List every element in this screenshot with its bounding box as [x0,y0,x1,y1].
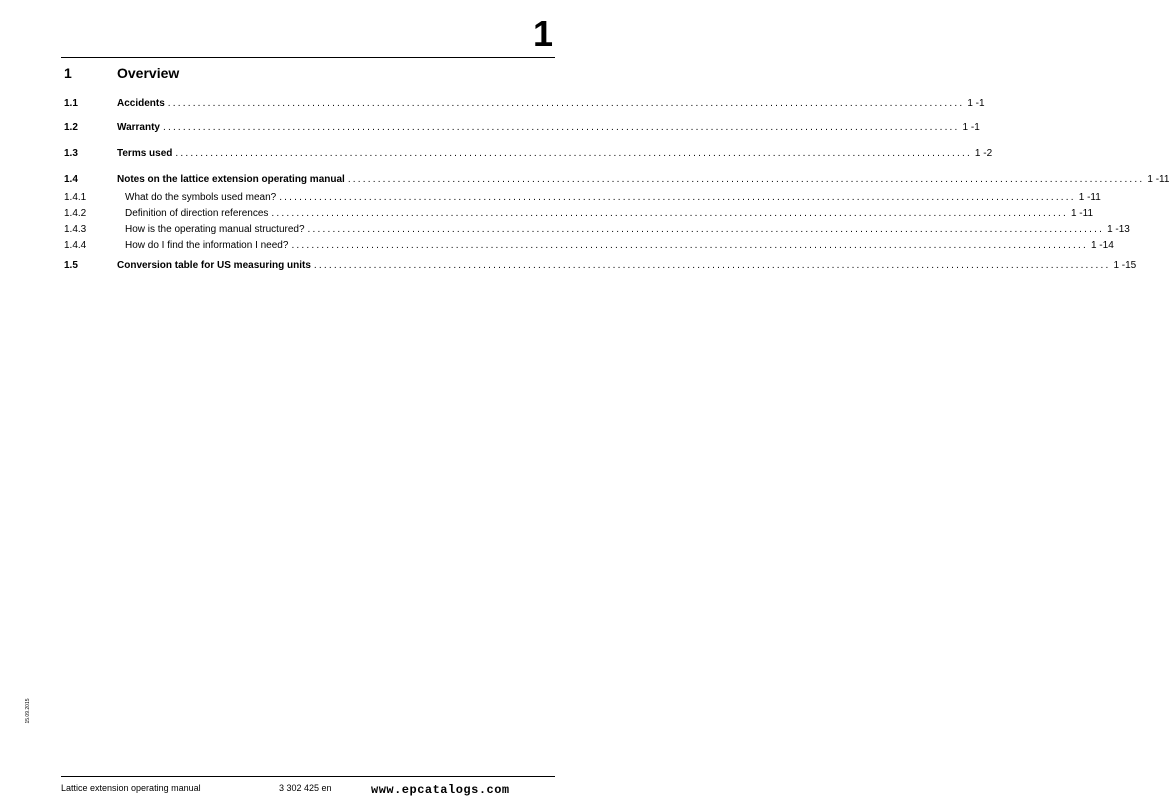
toc-entry[interactable] [64,191,1101,205]
toc-entry-number: 1.4 [64,174,78,185]
toc-page-number: 1 [974,122,980,133]
toc-entry-number: 1.4.3 [64,224,87,235]
toc-dot-leader: ................................................................................................................................................................ [175,148,972,159]
toc-page-number: 11 [1159,174,1169,185]
toc-page-ref [967,97,984,111]
chapter-number: 1 [532,13,553,54]
toc-entry[interactable] [64,147,993,161]
toc-entry-title: Conversion table for US measuring units [117,260,311,271]
toc-entry-title: Accidents [117,98,165,109]
toc-dot-leader: ................................................................................................................................................................ [291,240,1088,251]
toc-entry-title: Definition of direction references [125,208,269,219]
toc-entry-number: 1.4.2 [64,208,87,219]
side-date [22,694,34,728]
toc-entry-line [125,207,1094,221]
toc-page-number: 14 [1102,240,1114,251]
section-heading [64,65,554,85]
toc-entry-title: How do I find the information I need? [125,240,289,251]
toc-entry-number: 1.2 [64,122,78,133]
toc-page-prefix: 1 - [1078,192,1091,203]
toc-dot-leader: ................................................................................................................................................................ [271,208,1068,219]
toc-page-ref [1079,191,1101,205]
toc-page-prefix: 1 - [1113,260,1126,271]
toc-entry-line [117,173,1169,187]
toc-page-prefix: 1 - [974,148,987,159]
toc-page-number: 1 [979,98,985,109]
watermark-url: www.epcatalogs.com [371,783,510,797]
toc-entry[interactable] [64,239,1114,253]
toc-entry-title: Notes on the lattice extension operating manual [117,174,345,185]
toc-entry-title: Terms used [117,148,173,159]
toc-dot-leader: ................................................................................................................................................................ [307,224,1105,235]
toc-page-number: 13 [1118,224,1130,235]
toc-dot-leader: ................................................................................................................................................................ [162,122,960,133]
toc-dot-leader: ................................................................................................................................................................ [279,192,1076,203]
toc-dot-leader: ................................................................................................................................................................ [347,174,1145,185]
toc-entry-line [125,191,1101,205]
toc-page-number: 2 [986,148,993,159]
toc-page-prefix: 1 - [1090,240,1103,251]
toc-entry-title: Warranty [117,122,160,133]
toc-page-ref [975,147,992,161]
toc-entry-line [117,97,985,111]
bottom-rule [61,776,555,777]
footer-manual-title: Lattice extension operating manual [61,783,201,793]
toc-page-prefix: 1 - [1070,208,1083,219]
toc-entry-line [117,147,993,161]
toc-entry-number: 1.4.4 [64,240,87,251]
toc-entry[interactable] [64,97,985,111]
toc-entry-line [125,223,1130,237]
toc-entry-number: 1.5 [64,260,78,271]
toc-entry-line [117,121,980,135]
toc-page-number: 11 [1090,192,1101,203]
toc-dot-leader: ................................................................................................................................................................ [167,98,965,109]
toc-page-prefix: 1 - [967,98,979,109]
toc-entry-line [125,239,1114,253]
toc-page-prefix: 1 - [962,122,975,133]
toc-page-ref [1071,207,1093,221]
toc-page-number: 11 [1082,208,1094,219]
footer-document-number: 3 302 425 en [279,783,332,793]
toc-page-ref [1107,223,1130,237]
toc-page-number: 15 [1125,260,1137,271]
toc-page-prefix: 1 - [1107,224,1119,235]
section-title: Overview [117,65,180,81]
toc-page-ref [1113,259,1136,273]
toc-entry[interactable] [64,207,1094,221]
toc-entry[interactable] [64,173,1169,187]
toc-entry-title: How is the operating manual structured? [125,224,305,235]
top-rule [61,57,555,58]
toc-page-ref [1147,173,1169,187]
toc-entry[interactable] [64,121,980,135]
toc-entry[interactable] [64,223,1130,237]
section-number: 1 [64,65,72,81]
toc-entry[interactable] [64,259,1137,273]
toc-entry-number: 1.4.1 [64,192,87,203]
side-date-text: 15.09.2015 [25,698,31,724]
toc-entry-number: 1.1 [64,98,78,109]
toc-page-prefix: 1 - [1147,174,1160,185]
toc-dot-leader: ................................................................................................................................................................ [313,260,1111,271]
toc-entry-number: 1.3 [64,148,78,159]
toc-page-ref [1091,239,1114,253]
toc-page-ref [963,121,980,135]
toc-entry-line [117,259,1137,273]
toc-entry-title: What do the symbols used mean? [125,192,277,203]
